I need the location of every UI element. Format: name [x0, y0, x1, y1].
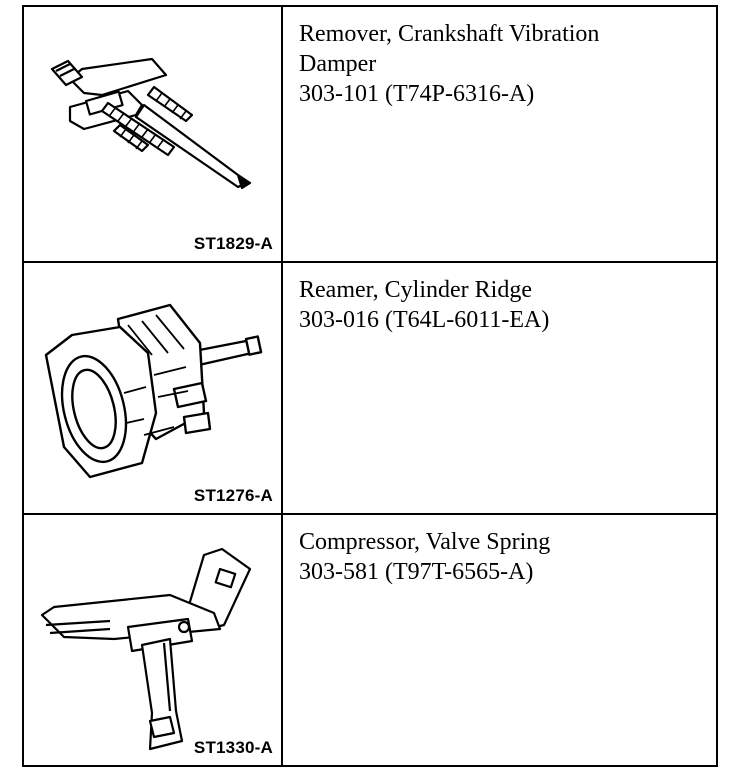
tool-name: Remover, Crankshaft Vibration	[299, 21, 600, 47]
special-tools-table	[22, 5, 718, 767]
tool-description-cell	[283, 7, 716, 261]
cylinder-ridge-reamer-icon	[24, 263, 281, 513]
tool-illustration-cell	[24, 263, 283, 513]
tool-illustration-cell	[24, 515, 283, 765]
illustration-reference: ST1276-A	[193, 486, 273, 505]
table-row	[24, 263, 716, 515]
valve-spring-compressor-icon	[24, 515, 281, 763]
tool-part-number: 303-581 (T97T-6565-A)	[299, 559, 534, 585]
crankshaft-damper-remover-icon	[24, 7, 281, 261]
tool-part-number: 303-016 (T64L-6011-EA)	[299, 307, 550, 333]
illustration-reference: ST1330-A	[193, 738, 273, 757]
illustration-reference: ST1829-A	[193, 234, 273, 253]
tool-part-number: 303-101 (T74P-6316-A)	[299, 81, 535, 107]
tool-name: Reamer, Cylinder Ridge	[299, 277, 532, 303]
tool-name: Compressor, Valve Spring	[299, 529, 551, 555]
tool-description-cell	[283, 515, 716, 765]
tool-description-cell	[283, 263, 716, 513]
tool-illustration-cell	[24, 7, 283, 261]
table-row	[24, 7, 716, 263]
tool-name-continued: Damper	[299, 51, 377, 77]
table-row	[24, 515, 716, 765]
